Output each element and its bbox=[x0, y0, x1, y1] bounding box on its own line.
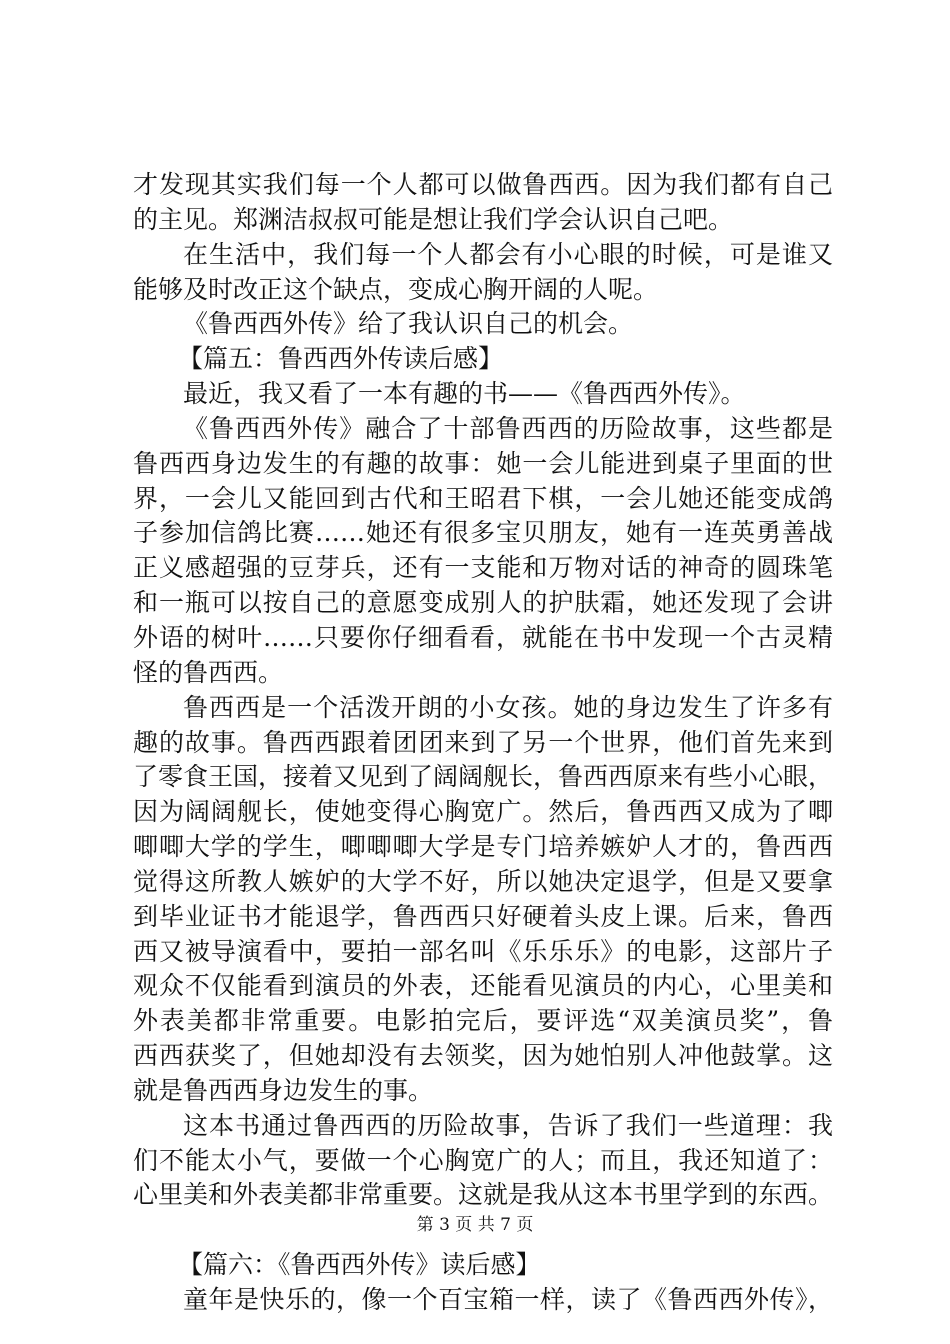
text-line: 唧唧大学的学生，唧唧唧大学是专门培养嫉妒人才的，鲁西西 bbox=[133, 832, 833, 862]
text-line: 《鲁西西外传》给了我认识自己的机会。 bbox=[183, 309, 634, 339]
text-line: 了零食王国，接着又见到了阔阔舰长，鲁西西原来有些小心眼， bbox=[133, 762, 834, 792]
text-line: 怪的鲁西西。 bbox=[133, 657, 284, 687]
text-line: 子参加信鸽比赛……她还有很多宝贝朋友，她有一连英勇善战 bbox=[133, 518, 833, 548]
text-line: 才发现其实我们每一个人都可以做鲁西西。因为我们都有自己 bbox=[133, 170, 833, 199]
text-line: 到毕业证书才能退学，鲁西西只好硬着头皮上课。后来，鲁西 bbox=[133, 901, 833, 931]
text-line: 童年是快乐的，像一个百宝箱一样，读了《鲁西西外传》， bbox=[183, 1285, 833, 1314]
text-line: 西又被导演看中，要拍一部名叫《乐乐乐》的电影，这部片子 bbox=[133, 936, 833, 966]
text-line: 鲁西西是一个活泼开朗的小女孩。她的身边发生了许多有 bbox=[183, 692, 833, 722]
text-line: 西西获奖了，但她却没有去领奖，因为她怕别人冲他鼓掌。这 bbox=[133, 1041, 833, 1071]
text-line: 就是鲁西西身边发生的事。 bbox=[133, 1075, 434, 1105]
text-line: 能够及时改正这个缺点，变成心胸开阔的人呢。 bbox=[133, 274, 659, 304]
text-line: 在生活中，我们每一个人都会有小心眼的时候，可是谁又 bbox=[183, 239, 833, 269]
text-line: 们不能太小气，要做一个心胸宽广的人；而且，我还知道了： bbox=[133, 1145, 833, 1175]
text-line: 这本书通过鲁西西的历险故事，告诉了我们一些道理：我 bbox=[183, 1110, 833, 1140]
text-line: 趣的故事。鲁西西跟着团团来到了另一个世界，他们首先来到 bbox=[133, 727, 833, 757]
text-line: 的主见。郑渊洁叔叔可能是想让我们学会认识自己吧。 bbox=[133, 204, 734, 234]
document-body bbox=[133, 168, 833, 1318]
text-line: 外表美都非常重要。电影拍完后，要评选“双美演员奖”，鲁 bbox=[133, 1006, 833, 1036]
section-heading: 【篇六：《鲁西西外传》读后感】 bbox=[178, 1250, 541, 1280]
text-line: 鲁西西身边发生的有趣的故事：她一会儿能进到桌子里面的世 bbox=[133, 448, 833, 478]
text-line: 观众不仅能看到演员的外表，还能看见演员的内心，心里美和 bbox=[133, 971, 833, 1001]
text-line: 心里美和外表美都非常重要。这就是我从这本书里学到的东西。 bbox=[133, 1180, 834, 1210]
text-line: 觉得这所教人嫉妒的大学不好，所以她决定退学，但是又要拿 bbox=[133, 866, 833, 896]
text-line: 和一瓶可以按自己的意愿变成别人的护肤霜，她还发现了会讲 bbox=[133, 588, 833, 618]
text-line: 正义感超强的豆芽兵，还有一支能和万物对话的神奇的圆珠笔 bbox=[133, 553, 833, 583]
text-line: 因为阔阔舰长，使她变得心胸宽广。然后，鲁西西又成为了唧 bbox=[133, 797, 833, 827]
text-line: 《鲁西西外传》融合了十部鲁西西的历险故事，这些都是 bbox=[183, 413, 833, 443]
text-line: 外语的树叶……只要你仔细看看，就能在书中发现一个古灵精 bbox=[133, 622, 833, 652]
text-line: 界，一会儿又能回到古代和王昭君下棋，一会儿她还能变成鸽 bbox=[133, 483, 833, 513]
text-line: 最近，我又看了一本有趣的书——《鲁西西外传》。 bbox=[183, 379, 746, 409]
page-number-footer: 第 3 页 共 7 页 bbox=[416, 1215, 534, 1235]
section-heading: 【篇五：鲁西西外传读后感】 bbox=[178, 344, 504, 374]
